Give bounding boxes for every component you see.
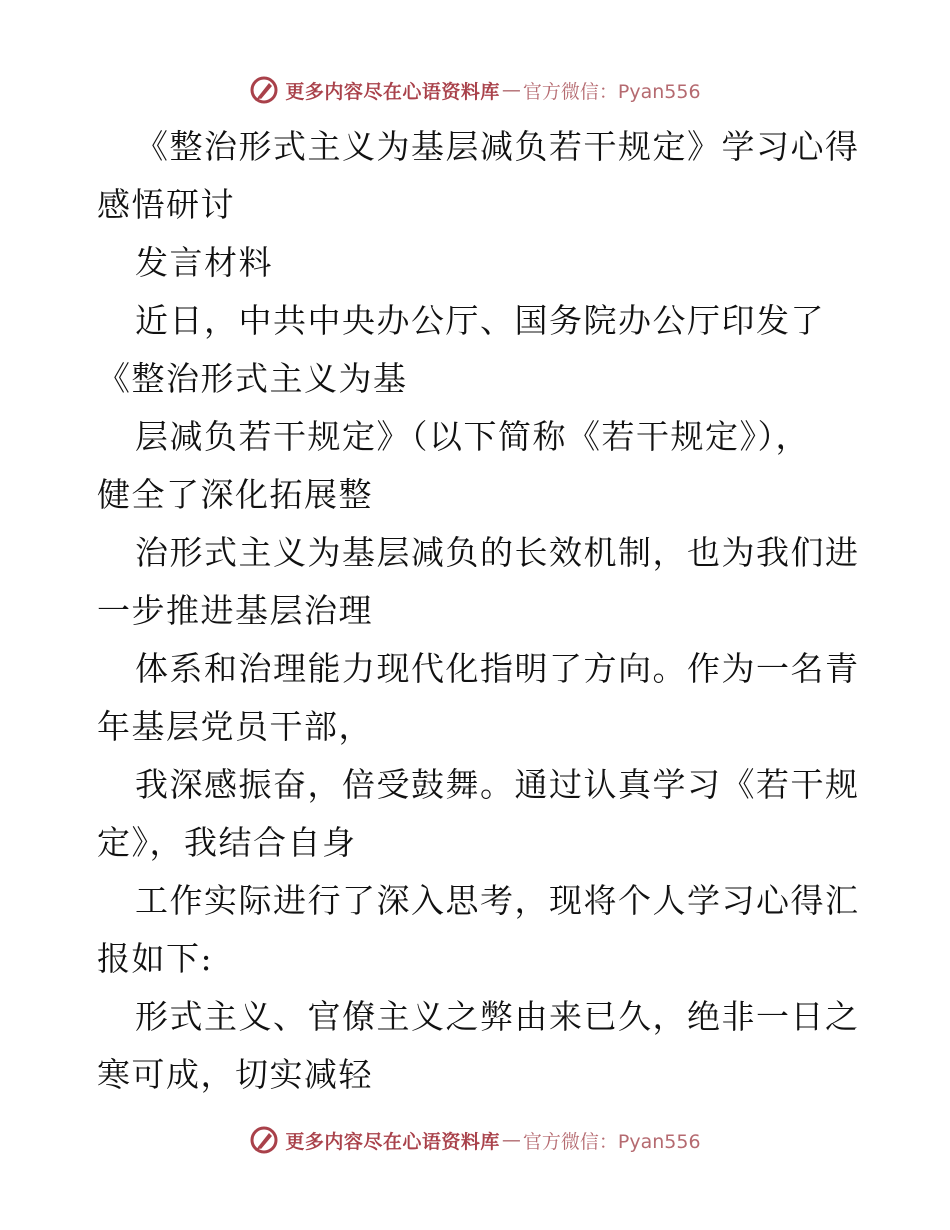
paragraph-line: 治形式主义为基层减负的长效机制，也为我们进 <box>135 533 860 572</box>
brand-text: 更多内容尽在心语资料库 <box>285 80 500 103</box>
paragraph-line: 定》，我结合自身 <box>97 823 357 862</box>
paragraph-line: 体系和治理能力现代化指明了方向。作为一名青 <box>135 649 860 688</box>
title-line: 《整治形式主义为基层减负若干规定》学习心得 <box>135 127 860 166</box>
subtitle-line: 发言材料 <box>135 243 273 282</box>
paragraph-line: 《整治形式主义为基 <box>97 359 408 398</box>
header-banner <box>0 72 950 108</box>
paragraph-line: 我深感振奋，倍受鼓舞。通过认真学习《若干规 <box>135 765 860 804</box>
brand-text: 更多内容尽在心语资料库 <box>285 1130 500 1153</box>
paragraph-line: 形式主义、官僚主义之弊由来已久，绝非一日之 <box>135 997 860 1036</box>
paragraph-line: 年基层党员干部， <box>97 707 373 746</box>
banner-separator: — <box>501 79 521 101</box>
paragraph-line: 报如下: <box>97 939 214 978</box>
pen-logo-icon <box>249 75 279 105</box>
document-body <box>97 118 860 1104</box>
footer-banner <box>0 1122 950 1158</box>
paragraph-line: 一步推进基层治理 <box>97 591 373 630</box>
wechat-contact: 官方微信：Pyan556 <box>522 80 701 103</box>
paragraph-line: 工作实际进行了深入思考，现将个人学习心得汇 <box>135 881 860 920</box>
pen-logo-icon <box>249 1125 279 1155</box>
wechat-contact: 官方微信：Pyan556 <box>522 1130 701 1153</box>
paragraph-line: 层减负若干规定》（以下简称《若干规定》）， <box>135 417 810 456</box>
paragraph-line: 健全了深化拓展整 <box>97 475 373 514</box>
banner-separator: — <box>501 1129 521 1151</box>
title-line: 感悟研讨 <box>97 185 235 224</box>
paragraph-line: 寒可成，切实减轻 <box>97 1055 373 1094</box>
paragraph-line: 近日，中共中央办公厅、国务院办公厅印发了 <box>135 301 825 340</box>
